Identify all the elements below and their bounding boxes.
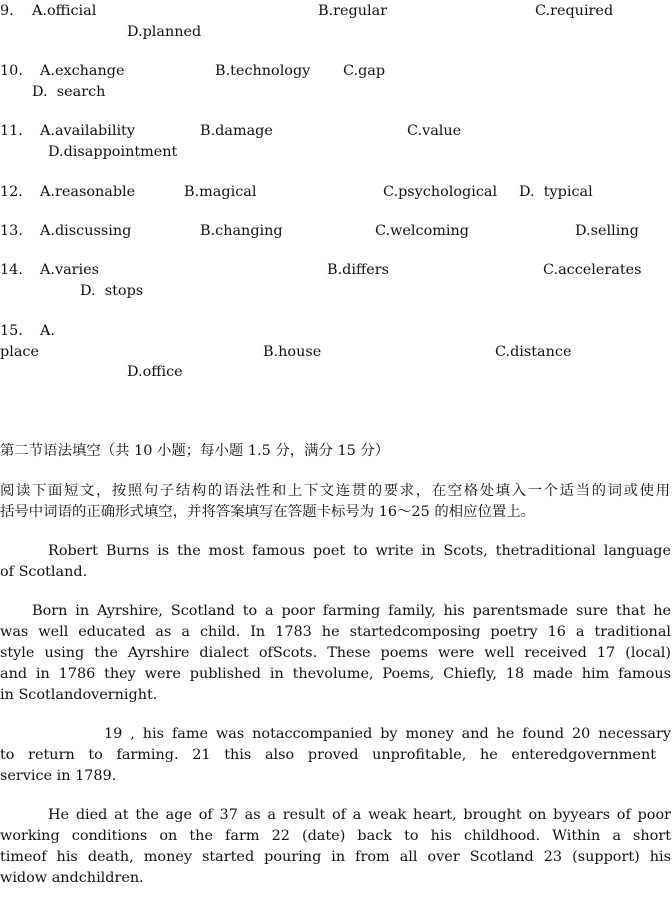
- q10-option-a: A.exchange: [40, 63, 125, 79]
- q10-option-b: B.technology: [215, 63, 311, 79]
- q15-option-a: A.: [40, 323, 55, 339]
- q11-option-b: B.damage: [200, 123, 273, 139]
- q9-option-a: A.official: [32, 3, 97, 19]
- passage-p4-line-1: He died at the age of 37 as a result of a weak heart, brought on byyears of poor: [48, 807, 671, 823]
- section-title: 第二节语法填空（共 10 小题；每小题 1.5 分，满分 15 分）: [0, 443, 390, 459]
- q10-option-c: C.gap: [343, 63, 386, 79]
- q9-option-c: C.required: [535, 3, 614, 19]
- q15-option-a-text: place: [0, 344, 39, 360]
- q9-option-d: D.planned: [127, 24, 202, 40]
- passage-p4-line-2: working conditions on the farm 22 (date) back to his childhood. Within a short: [0, 828, 671, 844]
- q10-option-d: D. search: [32, 84, 106, 100]
- passage-p3-line-1: 19 , his fame was notaccompanied by money and he found 20 necessary: [104, 726, 671, 742]
- q15-option-b: B.house: [263, 344, 322, 360]
- passage-p3-line-2: to return to farming. 21 this also proved unprofitable, he enteredgovernment: [0, 747, 656, 763]
- q13-number: 13.: [0, 223, 23, 239]
- instruction-line-1: 阅读下面短文，按照句子结构的语法性和上下文连贯的要求，在空格处填入一个适当的词或使用: [0, 483, 670, 499]
- q15-option-d: D.office: [127, 364, 183, 380]
- q11-option-a: A.availability: [40, 123, 135, 139]
- passage-p4-line-3: timeof his death, money started pouring in from all over Scotland 23 (support) his: [0, 849, 671, 865]
- q13-option-d: D.selling: [575, 223, 639, 239]
- passage-p2-line-3: style using the Ayrshire dialect ofScots. These poems were well received 17 (local): [0, 645, 671, 661]
- q15-number: 15.: [0, 323, 23, 339]
- q13-option-b: B.changing: [200, 223, 283, 239]
- passage-p4-line-4: widow andchildren.: [0, 870, 144, 886]
- q9-option-b: B.regular: [318, 3, 388, 19]
- q14-option-c: C.accelerates: [543, 262, 642, 278]
- q15-option-c: C.distance: [495, 344, 572, 360]
- q13-option-c: C.welcoming: [375, 223, 469, 239]
- q14-option-a: A.varies: [40, 262, 100, 278]
- passage-p1-line-2: of Scotland.: [0, 564, 88, 580]
- passage-p2-line-5: in Scotlandovernight.: [0, 687, 158, 703]
- q12-option-b: B.magical: [184, 184, 257, 200]
- instruction-line-2: 括号中词语的正确形式填空，并将答案填写在答题卡标号为 16～25 的相应位置上。: [0, 504, 536, 520]
- passage-p1-line-1: Robert Burns is the most famous poet to write in Scots, thetraditional language: [48, 543, 671, 559]
- q13-option-a: A.discussing: [40, 223, 132, 239]
- q12-number: 12.: [0, 184, 23, 200]
- q10-number: 10.: [0, 63, 23, 79]
- q11-option-c: C.value: [407, 123, 462, 139]
- passage-p3-line-3: service in 1789.: [0, 768, 117, 784]
- q14-option-b: B.differs: [327, 262, 389, 278]
- q12-option-a: A.reasonable: [40, 184, 136, 200]
- q12-option-d: D. typical: [519, 184, 593, 200]
- q14-number: 14.: [0, 262, 23, 278]
- q12-option-c: C.psychological: [383, 184, 498, 200]
- q14-option-d: D. stops: [80, 283, 144, 299]
- q9-number: 9.: [0, 3, 14, 19]
- passage-p2-line-4: and in 1786 they were published in thevolume, Poems, Chiefly, 18 made him famous: [0, 666, 671, 682]
- q11-number: 11.: [0, 123, 23, 139]
- passage-p2-line-1: Born in Ayrshire, Scotland to a poor farming family, his parentsmade sure that he: [32, 603, 671, 619]
- passage-p2-line-2: was well educated as a child. In 1783 he startedcomposing poetry 16 a traditional: [0, 624, 671, 640]
- q11-option-d: D.disappointment: [48, 144, 178, 160]
